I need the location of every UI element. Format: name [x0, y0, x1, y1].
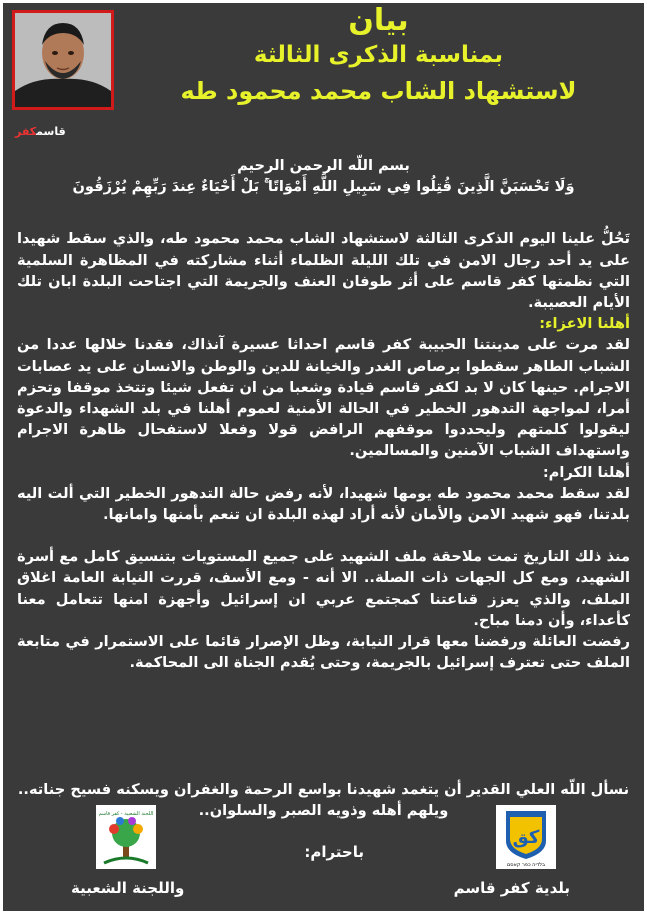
paragraph-1: تَحُلُّ علينا اليوم الذكرى الثالثة لاستشهاد الشاب محمد محمود طه، والذي سقط شهيدا على يد أحد رجال الامن في تلك الليلة الظلماء أثناء مشاركته في المظاهرة السلمية التي نظمتها كفر قاسم على أثر طوفان العنف والجريمة التي اجتاحت البلدة ابان تلك الأيام العصيبة. [17, 230, 630, 312]
statement-body [17, 155, 630, 673]
paragraph-2: لقد مرت على مدينتنا الحبيبة كفر قاسم احداثا عسيرة آنذاك، فقدنا خلالها عددا من الشباب الطاهر سقطوا برصاص الغدر والخيانة للدين والوطن والانسان على يد عصابات الاجرام. حينها كان لا بد لكفر قاسم قيادة وشعبا من ان تفعل شيئا وتتخذ موقفا وتحزم أمرا، لمواجهة التدهور الخطير في الحالة الأمنية لعموم أهلنا في بلد الشهداء والدعوة ليقولوا كلمتهم وليحددوا موقفهم الرافض قولا وفعلا لاستفحال ظاهرة الاجرام واستهداف الشباب الآمنين والمسالمين. [17, 336, 630, 460]
with-respect-label: باحترام: [304, 843, 364, 861]
statement-header [123, 3, 634, 111]
popular-committee-logo [96, 805, 156, 869]
site-watermark: قاسمكفر [15, 125, 66, 138]
closing-line-1: نسأل اللّه العلي القدير أن يتغمد شهيدنا بواسع الرحمة والغفران ويسكنه فسيح جناته.. [17, 781, 630, 798]
paragraph-3: لقد سقط محمد محمود طه يومها شهيدا، لأنه رفض حالة التدهور الخطير التي ألت اليه بلدتنا، فهو شهيد الامن والأمان لأنه أراد لهذه البلدة ان تنعم بأمنها وامانها. [17, 484, 630, 524]
paragraph-5: رفضت العائلة ورفضنا معها قرار النيابة، وظل الإصرار قائما على الاستمرار في متابعة الملف حتى تعترف إسرائيل بالجريمة، وحتى يُقدم الجناة الى المحاكمة. [17, 633, 630, 672]
martyr-photo [12, 10, 114, 110]
quran-verse: وَلَا تَحْسَبَنَّ الَّذِينَ قُتِلُوا فِي سَبِيلِ اللَّهِ أَمْوَاتًا ۚ بَلْ أَحْيَاءٌ عِندَ رَبِّهِمْ يُرْزَقُونَ [72, 178, 575, 196]
kafr-qasim-municipality-logo [496, 805, 556, 869]
paragraph-4: منذ ذلك التاريخ تمت ملاحقة ملف الشهيد على جميع المستويات بتنسيق كامل مع أسرة الشهيد، ومع كل الجهات ذات الصلة.. الا أنه - ومع الأسف، قررت النيابة العامة اغلاق الملف، والذي يعزز قناعتنا كمجتمع عربي ان إسرائيل وأجهزة امنها تتعامل معنا كأعداء، وأن دمنا مباح. [17, 548, 630, 629]
statement-subtitle: بمناسبة الذكرى الثالثة [253, 42, 504, 68]
committee-signature: واللجنة الشعبية [71, 879, 185, 897]
subheading-honored-people: أهلنا الكرام: [542, 463, 630, 481]
municipality-signature: بلدية كفر قاسم [453, 879, 570, 897]
basmala: بسم اللّه الرحمن الرحيم [237, 157, 410, 174]
subheading-dear-people: أهلنا الاعزاء: [539, 315, 630, 333]
svg-text:בלדיה כפר קאסם: בלדיה כפר קאסם [506, 862, 546, 868]
svg-text:كق: كق [512, 827, 540, 848]
statement-subtitle-2: لاستشهاد الشاب محمد محمود طه [180, 77, 577, 105]
statement-title: بيان [348, 3, 409, 38]
signatures [3, 801, 644, 911]
statement-page [3, 3, 644, 911]
closing-line-2: ويلهم أهله وذويه الصبر والسلوان.. [198, 802, 449, 819]
svg-text:اللجنة الشعبية - كفر قاسم: اللجنة الشعبية - كفر قاسم [98, 811, 154, 817]
